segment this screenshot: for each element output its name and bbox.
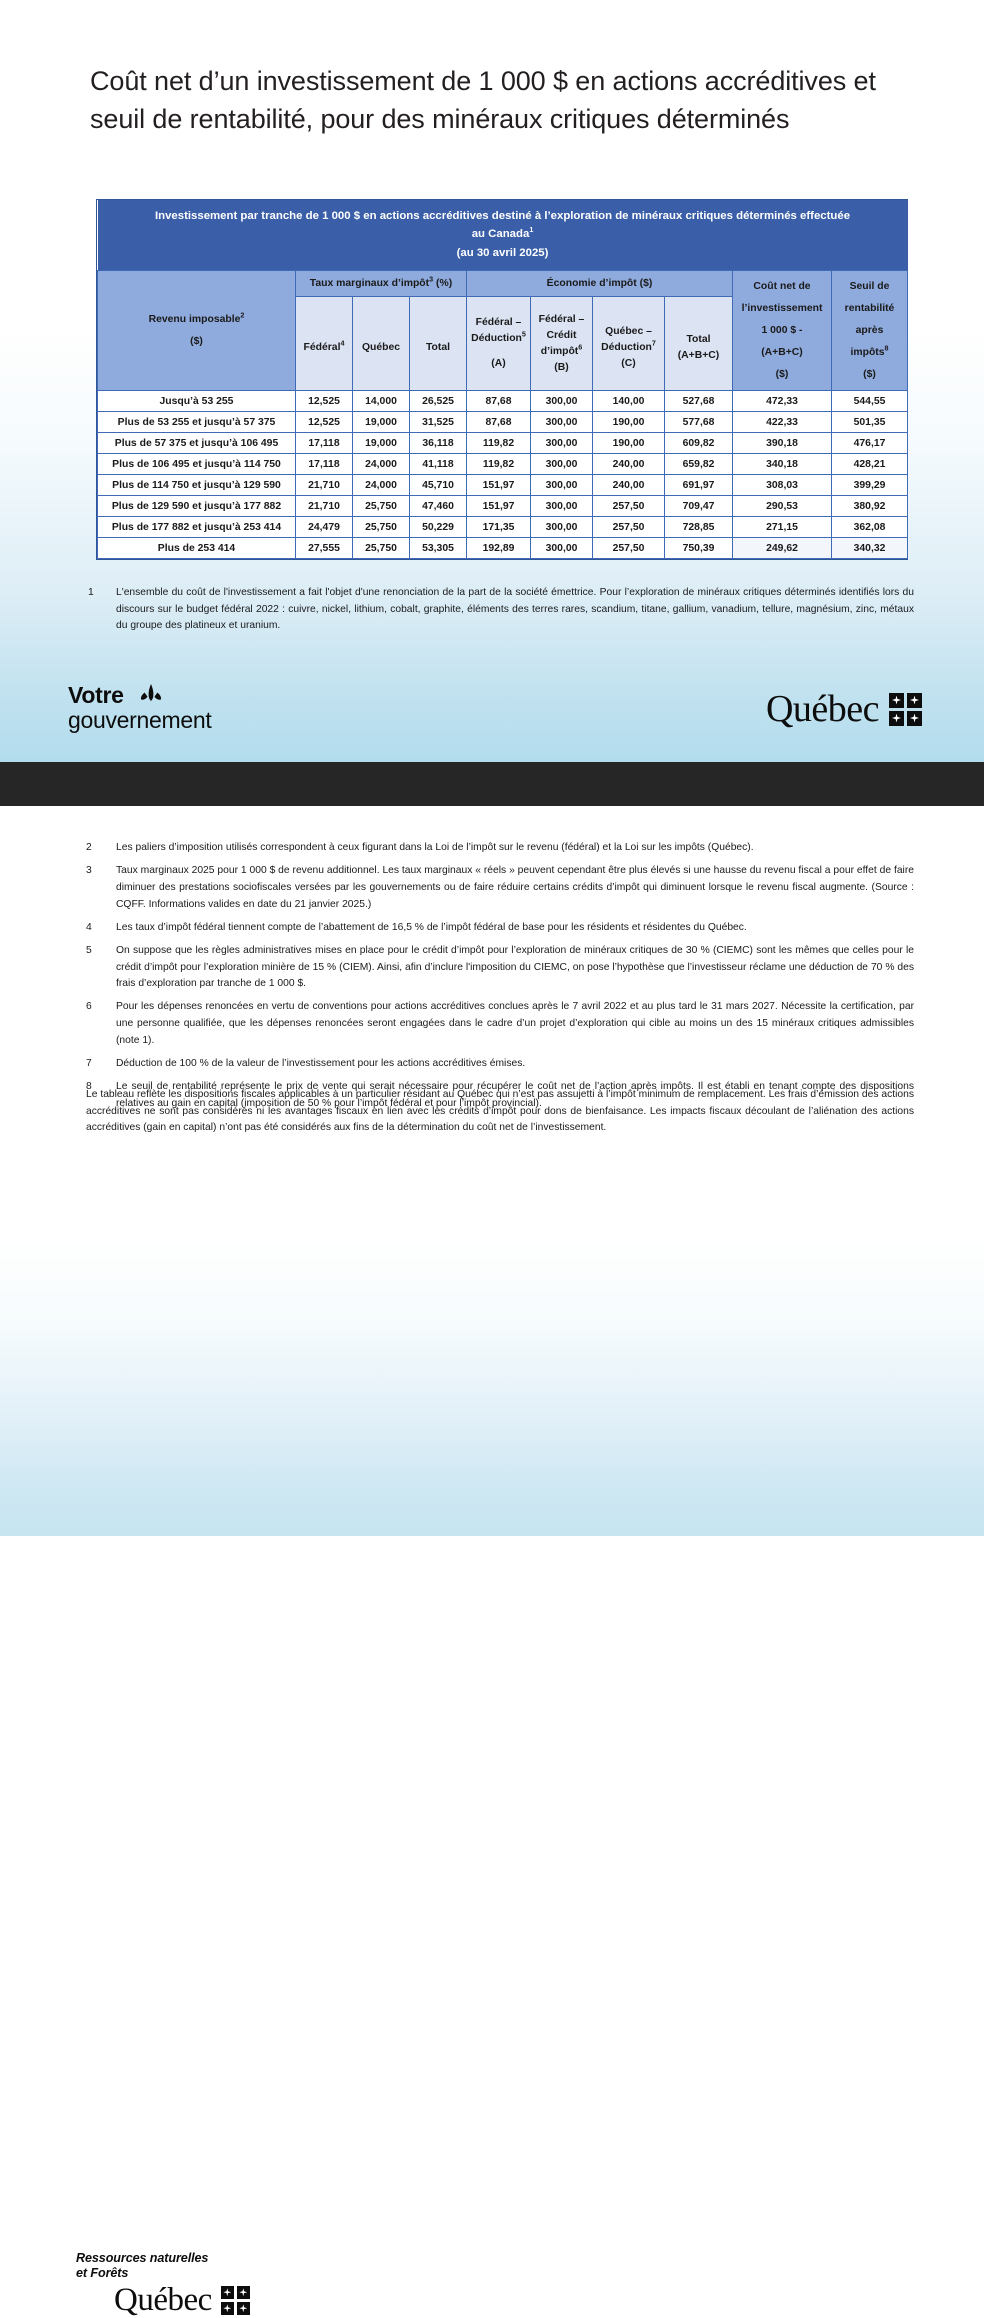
cell-total-rate: 26,525 [410, 391, 467, 412]
table-row [98, 412, 908, 433]
votre-gouvernement-line-2: gouvernement [68, 707, 212, 733]
quebec-logo [766, 690, 922, 728]
quebec-wordmark: Québec [114, 2281, 212, 2318]
table-row [98, 538, 908, 559]
footnote-8-number: 8 [86, 1081, 92, 1093]
rnf-line-1: Ressources naturelles [76, 2251, 209, 2265]
footnote-1 [86, 585, 914, 635]
cell-savings-total: 577,68 [665, 412, 733, 433]
footnote-7-number: 7 [86, 1057, 92, 1069]
rnf-line-2: et Forêts [76, 2266, 129, 2281]
cell-savings-total: 691,97 [665, 475, 733, 496]
rnf-quebec-logo [114, 2281, 250, 2318]
cell-fed-deduction: 151,97 [467, 475, 531, 496]
subheader-economie-total: Total (A+B+C) [665, 297, 733, 391]
cell-qc-rate: 25,750 [353, 517, 410, 538]
footnote-6 [86, 999, 914, 1049]
banner-line-1: Investissement par tranche de 1 000 $ en actions accréditives destiné à l’exploration de minéraux critiques déterminés effectuée [154, 210, 851, 222]
fleur-de-lys-icon [136, 684, 166, 708]
table-group-header-row [98, 271, 908, 297]
cell-fed-rate: 24,479 [296, 517, 353, 538]
cell-income: Plus de 57 375 et jusqu’à 106 495 [98, 433, 296, 454]
cell-qc-rate: 14,000 [353, 391, 410, 412]
cell-income: Plus de 106 495 et jusqu’à 114 750 [98, 454, 296, 475]
table-row [98, 517, 908, 538]
footnote-2 [86, 840, 914, 857]
cell-fed-credit: 300,00 [531, 538, 593, 559]
cell-fed-credit: 300,00 [531, 454, 593, 475]
cell-breakeven: 501,35 [832, 412, 908, 433]
header-economie-impot: Économie d’impôt ($) [467, 271, 733, 297]
cell-fed-credit: 300,00 [531, 496, 593, 517]
table-row [98, 391, 908, 412]
footnote-7-text: Déduction de 100 % de la valeur de l’investissement pour les actions accréditives émises. [116, 1057, 526, 1069]
cell-income: Plus de 53 255 et jusqu’à 57 375 [98, 412, 296, 433]
cell-breakeven: 428,21 [832, 454, 908, 475]
cell-fed-deduction: 151,97 [467, 496, 531, 517]
cell-qc-deduction: 257,50 [593, 517, 665, 538]
cell-breakeven: 544,55 [832, 391, 908, 412]
quebec-flag-icon [889, 693, 922, 726]
cell-total-rate: 41,118 [410, 454, 467, 475]
cell-income: Jusqu’à 53 255 [98, 391, 296, 412]
cell-savings-total: 609,82 [665, 433, 733, 454]
footnote-4-text: Les taux d’impôt fédéral tiennent compte de l’abattement de 16,5 % de l’impôt fédéral de base pour les résidents et résidentes du Québec. [116, 921, 747, 933]
cell-net-cost: 249,62 [733, 538, 832, 559]
footnote-4-number: 4 [86, 921, 92, 933]
cell-qc-deduction: 257,50 [593, 496, 665, 517]
cell-total-rate: 50,229 [410, 517, 467, 538]
footnote-5-number: 5 [86, 944, 92, 956]
footnote-3-number: 3 [86, 865, 92, 877]
cell-fed-rate: 21,710 [296, 496, 353, 517]
footnote-6-number: 6 [86, 1001, 92, 1013]
ressources-naturelles-forets-logo [76, 2251, 250, 2317]
footnote-2-text: Les paliers d’imposition utilisés correspondent à ceux figurant dans la Loi de l’impôt sur le revenu (fédéral) et la Loi sur les impôts (Québec). [116, 842, 754, 853]
cell-breakeven: 476,17 [832, 433, 908, 454]
cell-fed-deduction: 87,68 [467, 391, 531, 412]
header-taux-marginaux: Taux marginaux d’impôt$^3$ (%) [296, 271, 467, 297]
cell-total-rate: 31,525 [410, 412, 467, 433]
cell-qc-rate: 25,750 [353, 496, 410, 517]
cell-income: Plus de 114 750 et jusqu’à 129 590 [98, 475, 296, 496]
footnote-3-text: Taux marginaux 2025 pour 1 000 $ de revenu additionnel. Les taux marginaux « réels » peuvent cependant être plus élevés si une hausse du revenu fiscal a pour effet de faire diminuer des prestations sociofiscales versées par les gouvernements ou de faire réduire certains crédits d’impôt qui diminuent lorsque le revenu fiscal augmente. (Source : CQFF. Informations valides en date du 21 janvier 2025.) [116, 865, 914, 910]
cell-fed-deduction: 171,35 [467, 517, 531, 538]
cell-qc-rate: 19,000 [353, 433, 410, 454]
table-row [98, 475, 908, 496]
cell-income: Plus de 177 882 et jusqu’à 253 414 [98, 517, 296, 538]
subheader-federal-deduction: Fédéral – Déduction$^5$ (A) [467, 297, 531, 391]
cell-qc-deduction: 240,00 [593, 454, 665, 475]
quebec-flag-icon [221, 2286, 250, 2315]
footnotes-list [86, 840, 914, 1119]
cell-qc-rate: 25,750 [353, 538, 410, 559]
subheader-taux-federal: Fédéral$^4$ [296, 297, 353, 391]
subheader-taux-quebec: Québec [353, 297, 410, 391]
cell-qc-rate: 24,000 [353, 454, 410, 475]
cell-qc-deduction: 190,00 [593, 412, 665, 433]
cell-total-rate: 47,460 [410, 496, 467, 517]
footnote-2-number: 2 [86, 842, 92, 853]
cell-net-cost: 390,18 [733, 433, 832, 454]
subheader-quebec-deduction: Québec – Déduction$^7$ (C) [593, 297, 665, 391]
cell-breakeven: 340,32 [832, 538, 908, 559]
banner-footnote-ref: 1 [529, 225, 534, 235]
cell-qc-rate: 24,000 [353, 475, 410, 496]
cell-fed-deduction: 87,68 [467, 412, 531, 433]
table-banner-row [98, 200, 908, 271]
table-row [98, 496, 908, 517]
cell-fed-credit: 300,00 [531, 517, 593, 538]
table-banner [98, 200, 908, 271]
footnote-7 [86, 1056, 914, 1073]
footnote-5-text: On suppose que les règles administratives mises en place pour le crédit d’impôt pour l’exploration de minéraux critiques de 30 % (CIEMC) sont les mêmes que celles pour le crédit d’impôt pour l’exploration minière de 15 % (CIEM). Ainsi, afin d’inclure l'imposition du CIEMC, on pose l’hypothèse que l’investisseur réclame une déduction de 70 % des frais d’exploration par tranche de 1 000 $. [116, 944, 914, 990]
quebec-wordmark: Québec [765, 688, 879, 730]
cell-qc-deduction: 190,00 [593, 433, 665, 454]
cell-savings-total: 659,82 [665, 454, 733, 475]
cell-fed-rate: 17,118 [296, 433, 353, 454]
header-seuil-rentabilite: Seuil de rentabilité après impôts$^8$ ($) [832, 271, 908, 391]
table-row [98, 433, 908, 454]
cell-total-rate: 36,118 [410, 433, 467, 454]
footnote-3 [86, 863, 914, 913]
cell-fed-rate: 12,525 [296, 391, 353, 412]
cell-net-cost: 290,53 [733, 496, 832, 517]
cell-fed-rate: 17,118 [296, 454, 353, 475]
cell-net-cost: 340,18 [733, 454, 832, 475]
closing-paragraph: Le tableau reflète les dispositions fiscales applicables à un particulier résidant au Québec qui n’est pas assujetti à l’impôt minimum de remplacement. Les frais d’émission des actions accréditives ne sont pas considérés ni les avantages fiscaux en lien avec les crédits d’impôt pour dons de bienfaisance. Les impacts fiscaux découlant de l’aliénation des actions accréditives (gain en capital) n’ont pas été considérés aux fins de la détermination du coût net de l’investissement. [86, 1089, 914, 1134]
cell-savings-total: 728,85 [665, 517, 733, 538]
cell-total-rate: 53,305 [410, 538, 467, 559]
footnote-5 [86, 943, 914, 993]
cell-qc-deduction: 140,00 [593, 391, 665, 412]
cell-qc-deduction: 240,00 [593, 475, 665, 496]
banner-line-2: au Canada$^1$ [471, 225, 534, 241]
cell-fed-credit: 300,00 [531, 475, 593, 496]
cell-qc-rate: 19,000 [353, 412, 410, 433]
cell-fed-rate: 12,525 [296, 412, 353, 433]
financial-table [97, 200, 908, 559]
banner-line-3: (au 30 avril 2025) [456, 246, 549, 259]
financial-table-container [96, 199, 908, 560]
cell-savings-total: 750,39 [665, 538, 733, 559]
table-row [98, 454, 908, 475]
page-title: Coût net d’un investissement de 1 000 $ en actions accréditives et seuil de rentabilité, pour des minéraux critiques déterminés [90, 66, 876, 135]
subheader-taux-total: Total [410, 297, 467, 391]
cell-net-cost: 308,03 [733, 475, 832, 496]
footnote-1-number: 1 [88, 587, 94, 598]
footnote-4 [86, 920, 914, 937]
votre-gouvernement-logo [68, 684, 211, 733]
footnote-1-text: L'ensemble du coût de l'investissement a fait l'objet d'une renonciation de la part de la société émettrice. Pour l’exploration de minéraux critiques déterminés identifiés lors du discours sur le budget fédéral 2022 : cuivre, nickel, lithium, cobalt, graphite, éléments des terres rares, scandium, titane, gallium, vanadium, tellure, magnésium, zinc, métaux du groupe des platineux et uranium. [116, 587, 914, 632]
cell-breakeven: 380,92 [832, 496, 908, 517]
footnote-8-text: Le seuil de rentabilité représente le prix de vente qui serait nécessaire pour récupérer le coût net de l’action après impôts. Il est établi en tenant compte des dispositions relatives au gain en capital (imposition de 50 % pour l’impôt fédéral et pour l’impôt provincial). [116, 1081, 914, 1109]
cell-net-cost: 271,15 [733, 517, 832, 538]
subheader-federal-credit: Fédéral – Crédit d’impôt$^6$ (B) [531, 297, 593, 391]
page-2 [0, 806, 984, 2318]
header-cout-net: Coût net de l’investissement 1 000 $ - (A+B+C) ($) [733, 271, 832, 391]
cell-qc-deduction: 257,50 [593, 538, 665, 559]
cell-income: Plus de 253 414 [98, 538, 296, 559]
cell-fed-rate: 21,710 [296, 475, 353, 496]
header-revenu-imposable: Revenu imposable$^2$ ($) [98, 271, 296, 391]
cell-savings-total: 527,68 [665, 391, 733, 412]
cell-breakeven: 399,29 [832, 475, 908, 496]
cell-net-cost: 422,33 [733, 412, 832, 433]
cell-total-rate: 45,710 [410, 475, 467, 496]
cell-fed-deduction: 192,89 [467, 538, 531, 559]
cell-fed-deduction: 119,82 [467, 454, 531, 475]
cell-fed-credit: 300,00 [531, 391, 593, 412]
page-1 [0, 0, 984, 762]
cell-savings-total: 709,47 [665, 496, 733, 517]
cell-fed-credit: 300,00 [531, 433, 593, 454]
cell-fed-deduction: 119,82 [467, 433, 531, 454]
footnote-6-text: Pour les dépenses renoncées en vertu de conventions pour actions accréditives conclues après le 7 avril 2022 et au plus tard le 31 mars 2027. Nécessite la certification, par une personne qualifiée, que les dépenses renoncées seront engagées dans le cadre d’un projet d’exploration qui cible au moins un des 15 minéraux critiques admissibles (note 1). [116, 1001, 914, 1046]
cell-net-cost: 472,33 [733, 391, 832, 412]
cell-fed-rate: 27,555 [296, 538, 353, 559]
cell-breakeven: 362,08 [832, 517, 908, 538]
cell-income: Plus de 129 590 et jusqu’à 177 882 [98, 496, 296, 517]
page-separator [0, 762, 984, 806]
cell-fed-credit: 300,00 [531, 412, 593, 433]
votre-gouvernement-line-1: Votre [68, 684, 211, 708]
